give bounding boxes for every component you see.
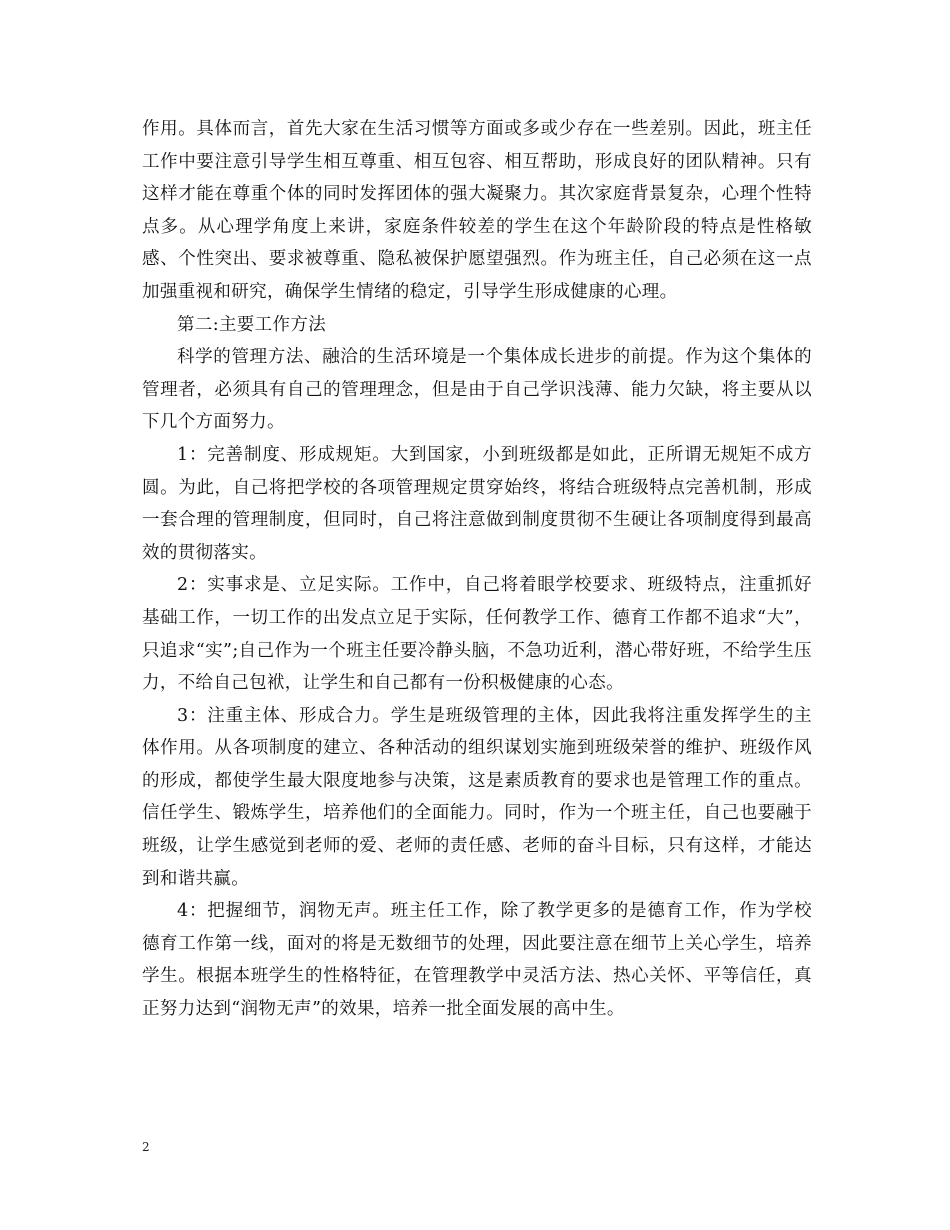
paragraph-point-2: 2：实事求是、立足实际。工作中，自己将着眼学校要求、班级特点，注重抓好基础工作，一切工作的出发点立足于实际，任何教学工作、德育工作都不追求“大”，只追求“实”;自己作为一个班主任要冷静头脑，不急功近利，潜心带好班，不给学生压力，不给自己包袱，让学生和自己都有一份积极健康的心态。 [142, 575, 812, 694]
page-number: 2 [142, 1140, 150, 1154]
paragraph-continuation: 作用。具体而言，首先大家在生活习惯等方面或多或少存在一些差别。因此，班主任工作中要注意引导学生相互尊重、相互包容、相互帮助，形成良好的团队精神。只有这样才能在尊重个体的同时发挥团体的强大凝聚力。其次家庭背景复杂，心理个性特点多。从心理学角度上来讲，家庭条件较差的学生在这个年龄阶段的特点是性格敏感、个性突出、要求被尊重、隐私被保护愿望强烈。作为班主任，自己必须在这一点加强重视和研究，确保学生情绪的稳定，引导学生形成健康的心理。 [142, 119, 812, 302]
paragraph-point-3: 3：注重主体、形成合力。学生是班级管理的主体，因此我将注重发挥学生的主体作用。从各项制度的建立、各种活动的组织谋划实施到班级荣誉的维护、班级作风的形成，都使学生最大限度地参与决策，这是素质教育的要求也是管理工作的重点。信任学生、锻炼学生，培养他们的全面能力。同时，作为一个班主任，自己也要融于班级，让学生感觉到老师的爱、老师的责任感、老师的奋斗目标，只有这样，才能达到和谐共赢。 [142, 705, 812, 889]
paragraph-point-1: 1：完善制度、形成规矩。大到国家，小到班级都是如此，正所谓无规矩不成方圆。为此，自己将把学校的各项管理规定贯穿始终，将结合班级特点完善机制，形成一套合理的管理制度，但同时，自己将注意做到制度贯彻不生硬让各项制度得到最高效的贯彻落实。 [142, 444, 812, 563]
section-heading: 第二:主要工作方法 [177, 314, 327, 335]
paragraph-point-4: 4：把握细节，润物无声。班主任工作，除了教学更多的是德育工作，作为学校德育工作第一线，面对的将是无数细节的处理，因此要注意在细节上关心学生，培养学生。根据本班学生的性格特征，在管理教学中灵活方法、热心关怀、平等信任，真正努力达到“润物无声”的效果，培养一批全面发展的高中生。 [142, 901, 812, 1020]
paragraph-intro: 科学的管理方法、融洽的生活环境是一个集体成长进步的前提。作为这个集体的管理者，必须具有自己的管理理念，但是由于自己学识浅薄、能力欠缺，将主要从以下几个方面努力。 [142, 347, 812, 433]
document-body [142, 113, 812, 1026]
